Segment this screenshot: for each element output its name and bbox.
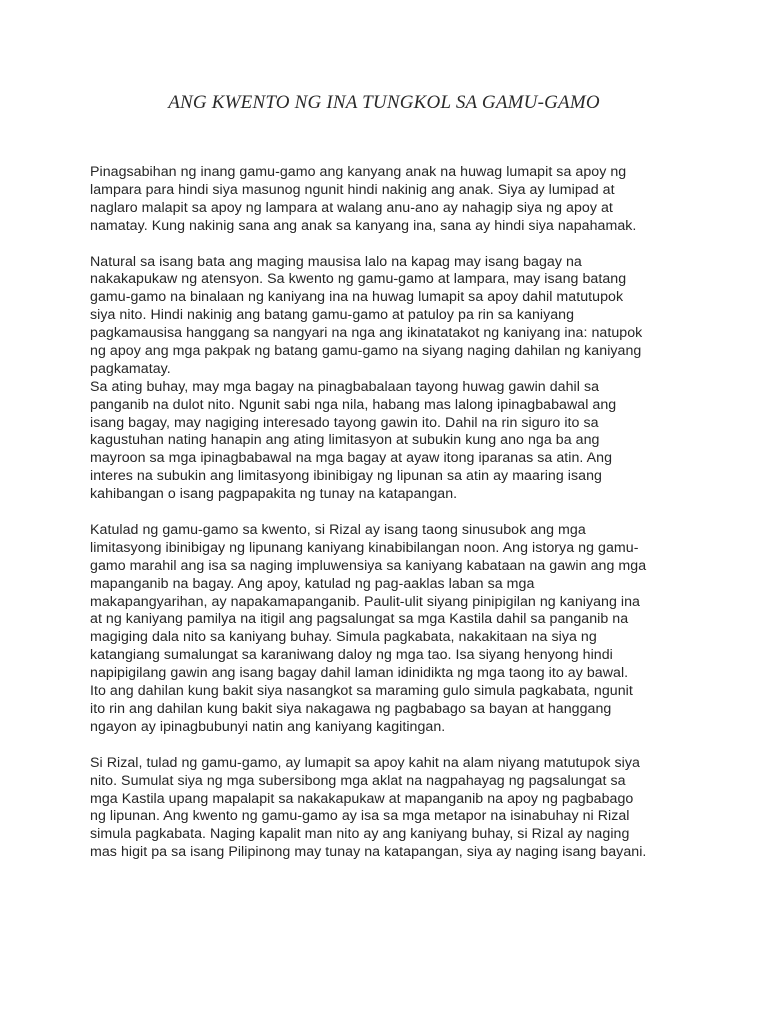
- paragraph-4: [90, 522, 690, 737]
- paragraph-line: ito rin ang dahilan kung bakit siya nakagawa ng pagbabago sa bayan at hanggang: [90, 700, 612, 717]
- paragraph-line: isang bagay, may nagiging interesado tayong gawin ito. Dahil na rin siguro ito sa: [90, 414, 599, 431]
- paragraph-line: lampara para hindi siya masunog ngunit hindi nakinig ang anak. Siya ay lumipad at: [90, 181, 615, 198]
- document-title: ANG KWENTO NG INA TUNGKOL SA GAMU-GAMO: [168, 92, 600, 113]
- paragraph-line: ng apoy ang mga pakpak ng batang gamu-gamo na siyang naging dahilan ng kaniyang: [90, 343, 642, 360]
- paragraph-line: gamu-gamo na binalaan ng kaniyang ina na huwag lumapit sa apoy dahil matutupok: [90, 289, 624, 306]
- paragraph-line: makapangyarihan, ay napakamapanganib. Paulit-ulit siyang pinipigilan ng kaniyang ina: [90, 593, 640, 610]
- paragraph-line: simula pagkabata. Naging kapalit man nito ay ang kaniyang buhay, si Rizal ay naging: [90, 826, 630, 843]
- paragraph-line: mas higit pa sa isang Pilipinong may tunay na katapangan, siya ay naging isang bayani.: [90, 844, 647, 861]
- paragraph-line: naglaro malapit sa apoy ng lampara at walang anu-ano ay nahagip siya ng apoy at: [90, 199, 613, 216]
- paragraph-line: namatay. Kung nakinig sana ang anak sa kanyang ina, sana ay hindi siya napahamak.: [90, 217, 637, 234]
- paragraph-line: napipigilang gawin ang isang bagay dahil laman idinidikta ng mga taong ito ay bawal.: [90, 665, 629, 682]
- paragraph-line: Katulad ng gamu-gamo sa kwento, si Rizal ay isang taong sinusubok ang mga: [90, 522, 586, 539]
- paragraph-line: mapanganib na bagay. Ang apoy, katulad ng pag-aaklas laban sa mga: [90, 575, 535, 592]
- paragraph-line: Si Rizal, tulad ng gamu-gamo, ay lumapit sa apoy kahit na alam niyang matutupok siya: [90, 754, 640, 771]
- paragraph-line: katangiang sumalungat sa karaniwang daloy ng mga tao. Isa siyang henyong hindi: [90, 647, 613, 664]
- paragraph-line: Sa ating buhay, may mga bagay na pinagbabalaan tayong huwag gawin dahil sa: [90, 378, 600, 395]
- paragraph-line: at ng kaniyang pamilya na itigil ang pagsalungat sa mga Kastila dahil sa panganib na: [90, 611, 629, 628]
- document-body: [90, 164, 690, 862]
- paragraph-line: magiging dala nito sa kaniyang buhay. Simula pagkabata, nakakitaan na siya ng: [90, 629, 597, 646]
- paragraph-line: pagkamausisa hanggang sa nangyari na nga ang ikinatatakot ng kaniyang ina: natupok: [90, 325, 643, 342]
- paragraph-line: siya nito. Hindi nakinig ang batang gamu-gamo at patuloy pa rin sa kaniyang: [90, 307, 575, 324]
- paragraph-1: [90, 164, 690, 236]
- paragraph-line: ngayon ay ipinagbubunyi natin ang kaniyang kagitingan.: [90, 718, 446, 735]
- paragraph-gap: [90, 504, 690, 522]
- paragraph-line: Ito ang dahilan kung bakit siya nasangkot sa maraming gulo simula pagkabata, ngunit: [90, 683, 633, 700]
- paragraph-5: [90, 755, 690, 862]
- paragraph-line: mga Kastila upang mapalapit sa nakakapukaw at mapanganib na apoy ng pagbabago: [90, 790, 634, 807]
- paragraph-line: ng lipunan. Ang kwento ng gamu-gamo ay isa sa mga metapor na isinabuhay ni Rizal: [90, 808, 630, 825]
- paragraph-gap: [90, 737, 690, 755]
- paragraph-3: [90, 379, 690, 504]
- paragraph-line: mayroon sa mga ipinagbabawal na mga bagay at ayaw itong iparanas sa atin. Ang: [90, 450, 613, 467]
- paragraph-line: Natural sa isang bata ang maging mausisa lalo na kapag may isang bagay na: [90, 253, 582, 270]
- paragraph-line: nakakapukaw ng atensyon. Sa kwento ng gamu-gamo at lampara, may isang batang: [90, 271, 627, 288]
- paragraph-line: nito. Sumulat siya ng mga subersibong mga aklat na nagpahayag ng pagsalungat sa: [90, 772, 626, 789]
- paragraph-line: gamo marahil ang isa sa naging impluwensiya sa kaniyang kabataan na gawin ang mga: [90, 557, 647, 574]
- paragraph-line: interes na subukin ang limitasyong ibinibigay ng lipunan sa atin ay maaring isang: [90, 468, 602, 485]
- paragraph-gap: [90, 236, 690, 254]
- paragraph-line: Pinagsabihan ng inang gamu-gamo ang kanyang anak na huwag lumapit sa apoy ng: [90, 164, 627, 180]
- paragraph-2: [90, 254, 690, 379]
- paragraph-line: kahibangan o isang pagpapakita ng tunay na katapangan.: [90, 486, 458, 503]
- paragraph-line: panganib na dulot nito. Ngunit sabi nga nila, habang mas lalong ipinagbabawal ang: [90, 396, 617, 413]
- paragraph-line: pagkamatay.: [90, 360, 171, 377]
- paragraph-line: kagustuhan nating hanapin ang ating limitasyon at subukin kung ano nga ba ang: [90, 432, 600, 449]
- paragraph-line: limitasyong ibinibigay ng lipunang kaniyang kinabibilangan noon. Ang istorya ng gamu-: [90, 539, 639, 556]
